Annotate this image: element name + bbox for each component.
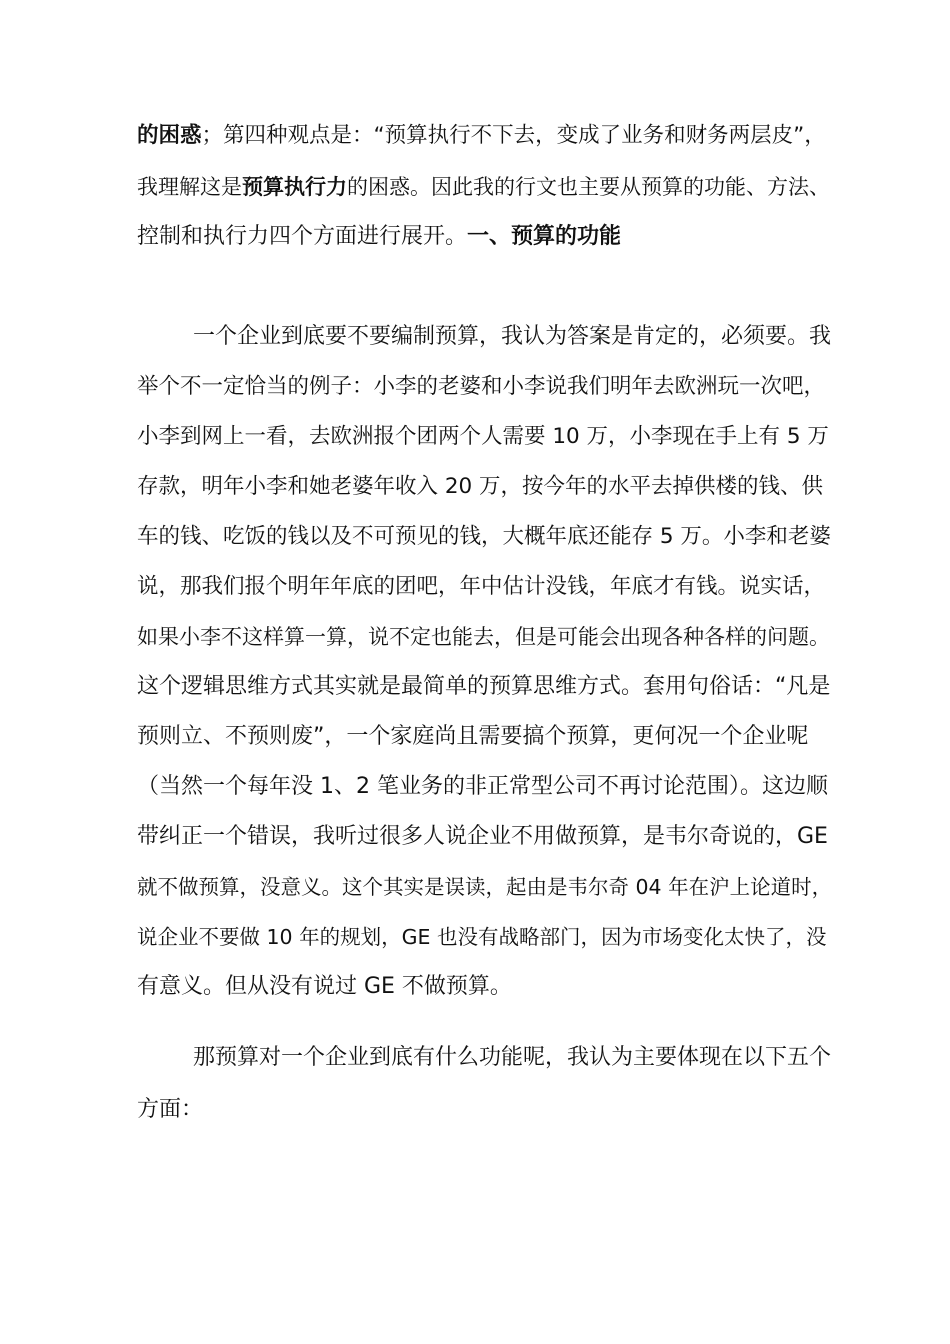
text-span: ；第四种观点是：“预算执行不下去，变成了业务和财务两层皮”， bbox=[201, 123, 826, 148]
paragraph-2-line: 预则立、不预则废”，一个家庭尚且需要搞个预算，更何况一个企业呢 bbox=[137, 724, 809, 749]
paragraph-2-line: 说，那我们报个明年年底的团吧，年中估计没钱，年底才有钱。说实话， bbox=[137, 574, 826, 599]
paragraph-2-line: 带纠正一个错误，我听过很多人说企业不用做预算，是韦尔奇说的，GE bbox=[137, 824, 828, 849]
paragraph-2-line: 小李到网上一看，去欧洲报个团两个人需要 10 万，小李现在手上有 5 万 bbox=[137, 424, 829, 449]
bold-text: 预算执行力 bbox=[242, 175, 347, 199]
paragraph-2-line: 车的钱、吃饭的钱以及不可预见的钱，大概年底还能存 5 万。小李和老婆 bbox=[137, 524, 831, 549]
bold-text: 的困惑 bbox=[137, 123, 202, 148]
section-heading: 一、预算的功能 bbox=[467, 224, 622, 249]
paragraph-1-line-1 bbox=[137, 121, 826, 151]
paragraph-2-line: 说企业不要做 10 年的规划，GE 也没有战略部门，因为市场变化太快了，没 bbox=[137, 925, 827, 949]
text-span: 我理解这是 bbox=[137, 175, 242, 199]
paragraph-2-line: 有意义。但从没有说过 GE 不做预算。 bbox=[137, 974, 512, 999]
paragraph-1-line-3 bbox=[137, 222, 621, 252]
text-span: 控制和执行力四个方面进行展开。 bbox=[137, 224, 468, 249]
paragraph-2-line: 如果小李不这样算一算，说不定也能去，但是可能会出现各种各样的问题。 bbox=[137, 625, 830, 649]
paragraph-3-line: 方面： bbox=[137, 1097, 204, 1122]
paragraph-2-line: 存款，明年小李和她老婆年收入 20 万，按今年的水平去掉供楼的钱、供 bbox=[137, 474, 824, 499]
paragraph-2-line: 一个企业到底要不要编制预算，我认为答案是肯定的，必须要。我 bbox=[193, 324, 832, 349]
paragraph-1-line-2 bbox=[137, 172, 830, 202]
paragraph-2-line: （当然一个每年没 1、2 笔业务的非正常型公司不再讨论范围）。这边顺 bbox=[137, 774, 828, 799]
text-span: 的困惑。因此我的行文也主要从预算的功能、方法、 bbox=[347, 175, 830, 199]
paragraph-2-line: 这个逻辑思维方式其实就是最简单的预算思维方式。套用句俗话：“凡是 bbox=[137, 674, 831, 699]
paragraph-3-line: 那预算对一个企业到底有什么功能呢，我认为主要体现在以下五个 bbox=[193, 1045, 832, 1070]
paragraph-2-line: 就不做预算，没意义。这个其实是误读，起由是韦尔奇 04 年在沪上论道时， bbox=[137, 875, 833, 899]
paragraph-2-line: 举个不一定恰当的例子：小李的老婆和小李说我们明年去欧洲玩一次吧， bbox=[137, 374, 826, 399]
